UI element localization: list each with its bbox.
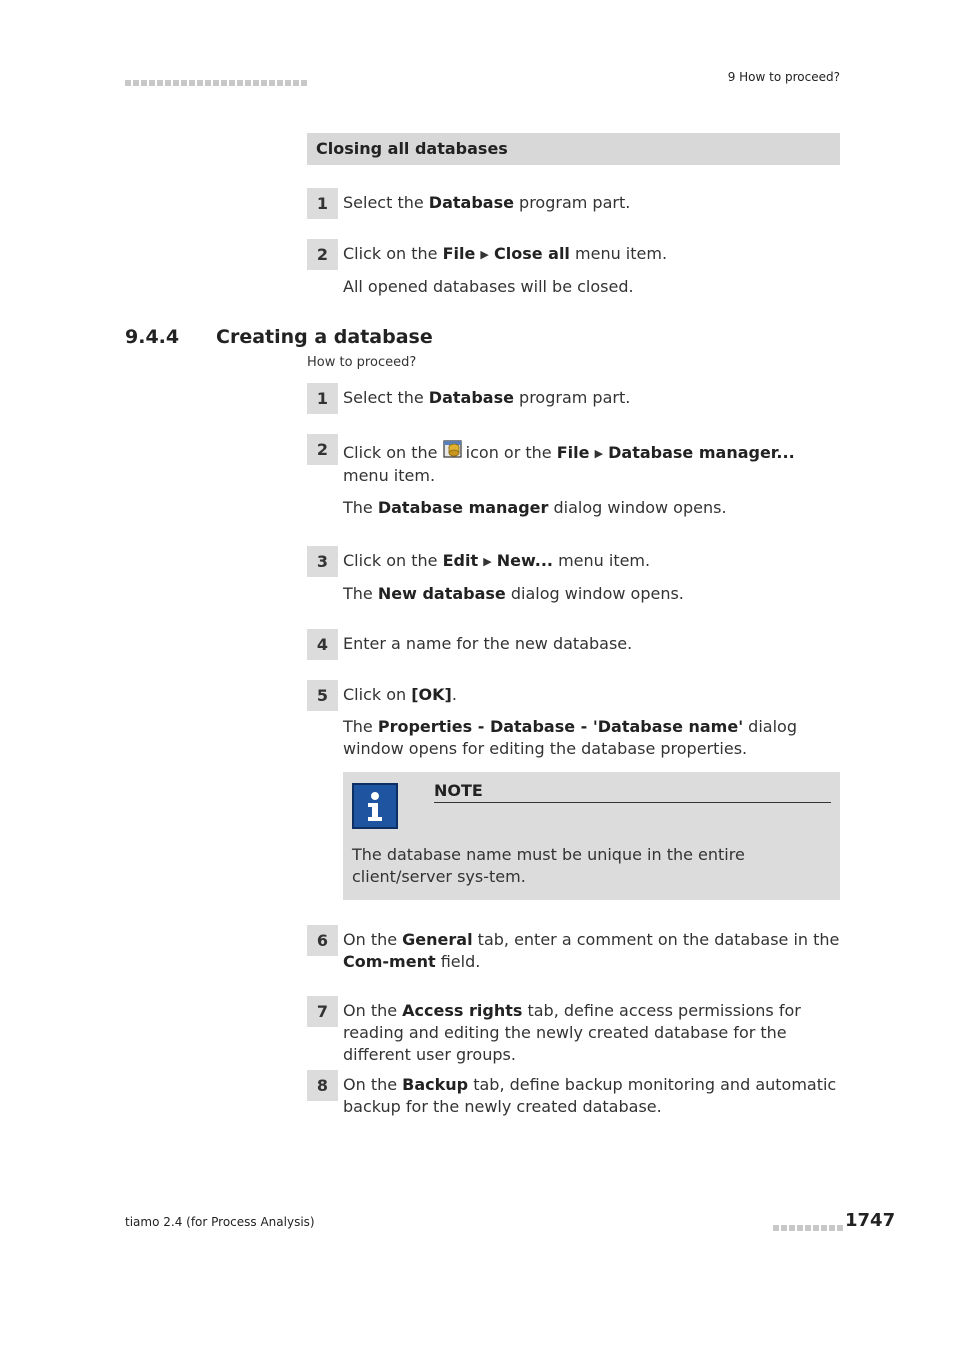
step-number: 1 bbox=[307, 383, 338, 414]
database-manager-icon bbox=[443, 443, 461, 459]
create-step-4 bbox=[307, 629, 840, 655]
create-step-1 bbox=[307, 383, 840, 409]
step-result: The New database dialog window opens. bbox=[343, 584, 684, 603]
section-number: 9.4.4 bbox=[125, 326, 180, 348]
section-title: Creating a database bbox=[216, 326, 433, 348]
create-step-2 bbox=[307, 434, 840, 519]
footer-product: tiamo 2.4 (for Process Analysis) bbox=[125, 1215, 315, 1229]
how-to-proceed-label: How to proceed? bbox=[307, 355, 417, 370]
header-decoration bbox=[125, 72, 309, 91]
closing-step-2 bbox=[307, 239, 840, 298]
info-icon bbox=[352, 783, 398, 829]
step-text: Enter a name for the new database. bbox=[343, 634, 633, 653]
create-step-5 bbox=[307, 680, 840, 760]
step-text: Click on the Edit ▶ New... menu item. bbox=[343, 551, 651, 570]
step-result: The Database manager dialog window opens. bbox=[343, 498, 727, 517]
note-text: The database name must be unique in the entire client/server sys-tem. bbox=[352, 845, 745, 886]
step-number: 8 bbox=[307, 1070, 338, 1101]
menu-arrow-icon: ▶ bbox=[480, 248, 489, 261]
step-text: Click on [OK]. bbox=[343, 685, 457, 704]
step-text: Select the Database program part. bbox=[343, 388, 631, 407]
step-number: 6 bbox=[307, 925, 338, 956]
create-step-7 bbox=[307, 996, 840, 1066]
note-title: NOTE bbox=[434, 781, 831, 803]
menu-arrow-icon: ▶ bbox=[483, 555, 492, 568]
step-result: All opened databases will be closed. bbox=[343, 277, 634, 296]
running-header: 9 How to proceed? bbox=[727, 70, 840, 84]
create-step-3 bbox=[307, 546, 840, 605]
step-number: 4 bbox=[307, 629, 338, 660]
page-number: 1747 bbox=[845, 1210, 896, 1231]
closing-databases-heading: Closing all databases bbox=[307, 133, 840, 165]
step-text: Select the Database program part. bbox=[343, 193, 631, 212]
closing-step-1 bbox=[307, 188, 840, 214]
step-number: 3 bbox=[307, 546, 338, 577]
step-text: On the Backup tab, define backup monitoring and automatic backup for the newly created database. bbox=[343, 1075, 837, 1116]
step-number: 1 bbox=[307, 188, 338, 219]
step-result: The Properties - Database - 'Database name' dialog window opens for editing the database properties. bbox=[343, 717, 797, 758]
create-step-6 bbox=[307, 925, 840, 973]
step-number: 2 bbox=[307, 434, 338, 465]
step-number: 2 bbox=[307, 239, 338, 270]
step-text: On the Access rights tab, define access permissions for reading and editing the newly created database for the different user groups. bbox=[343, 1001, 801, 1064]
footer-decoration bbox=[773, 1217, 845, 1236]
step-text: On the General tab, enter a comment on the database in the Com-ment field. bbox=[343, 930, 840, 971]
note-box bbox=[343, 772, 840, 900]
step-text: Click on the File ▶ Close all menu item. bbox=[343, 244, 668, 263]
create-step-8 bbox=[307, 1070, 840, 1118]
step-text: Click on the icon or the File ▶ Database manager... menu item. bbox=[343, 443, 795, 485]
step-number: 5 bbox=[307, 680, 338, 711]
step-number: 7 bbox=[307, 996, 338, 1027]
menu-arrow-icon: ▶ bbox=[594, 447, 604, 460]
